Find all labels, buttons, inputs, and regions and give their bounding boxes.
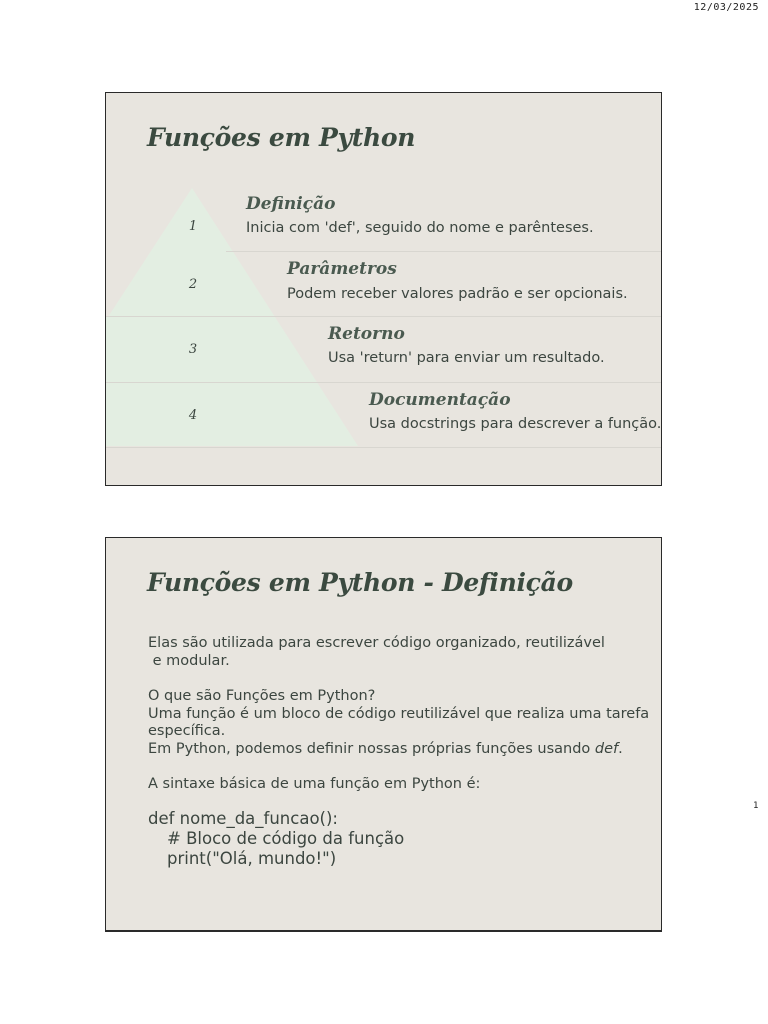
step-heading: Parâmetros (287, 259, 397, 279)
print-date: 12/03/2025 (693, 2, 759, 13)
code-line: print("Olá, mundo!") (167, 849, 337, 868)
step-divider (106, 447, 661, 448)
intro-paragraph (148, 635, 660, 670)
slide-functions-definition (105, 537, 662, 932)
step-divider (106, 316, 661, 317)
answer-text: Uma função é um bloco de código reutilizável que realiza uma tarefa específica. (148, 705, 650, 739)
slide-functions-overview (105, 92, 662, 486)
explanation-paragraph (148, 688, 660, 758)
step-description: Usa 'return' para enviar um resultado. (328, 350, 605, 366)
intro-line: e modular. (148, 652, 230, 669)
code-line: def nome_da_funcao(): (148, 809, 338, 828)
step-description: Usa docstrings para descrever a função. (369, 416, 662, 432)
page-number: 1 (753, 801, 759, 811)
intro-line: Elas são utilizada para escrever código organizado, reutilizável (148, 635, 605, 651)
step-number: 3 (188, 342, 198, 357)
code-line: # Bloco de código da função (167, 829, 405, 848)
step-number: 2 (188, 277, 198, 292)
def-keyword: def (594, 740, 619, 757)
question-line: O que são Funções em Python? (148, 688, 376, 704)
step-heading: Definição (246, 194, 336, 214)
syntax-intro (148, 776, 660, 794)
slide-title: Funções em Python (147, 123, 416, 152)
step-divider (226, 251, 661, 252)
step-description: Inicia com 'def', seguido do nome e parênteses. (246, 220, 594, 236)
step-heading: Retorno (328, 324, 405, 344)
slide-title: Funções em Python - Definição (147, 568, 573, 597)
def-line-suffix: . (618, 740, 623, 757)
syntax-intro-text: A sintaxe básica de uma função em Python é: (148, 776, 481, 792)
def-line-prefix: Em Python, podemos definir nossas próprias funções usando (148, 740, 595, 757)
step-number: 4 (188, 408, 198, 423)
step-divider (106, 382, 661, 383)
step-number: 1 (188, 219, 198, 234)
code-example (148, 809, 404, 869)
def-line (148, 741, 660, 759)
step-description: Podem receber valores padrão e ser opcionais. (287, 286, 628, 302)
step-heading: Documentação (369, 390, 511, 410)
